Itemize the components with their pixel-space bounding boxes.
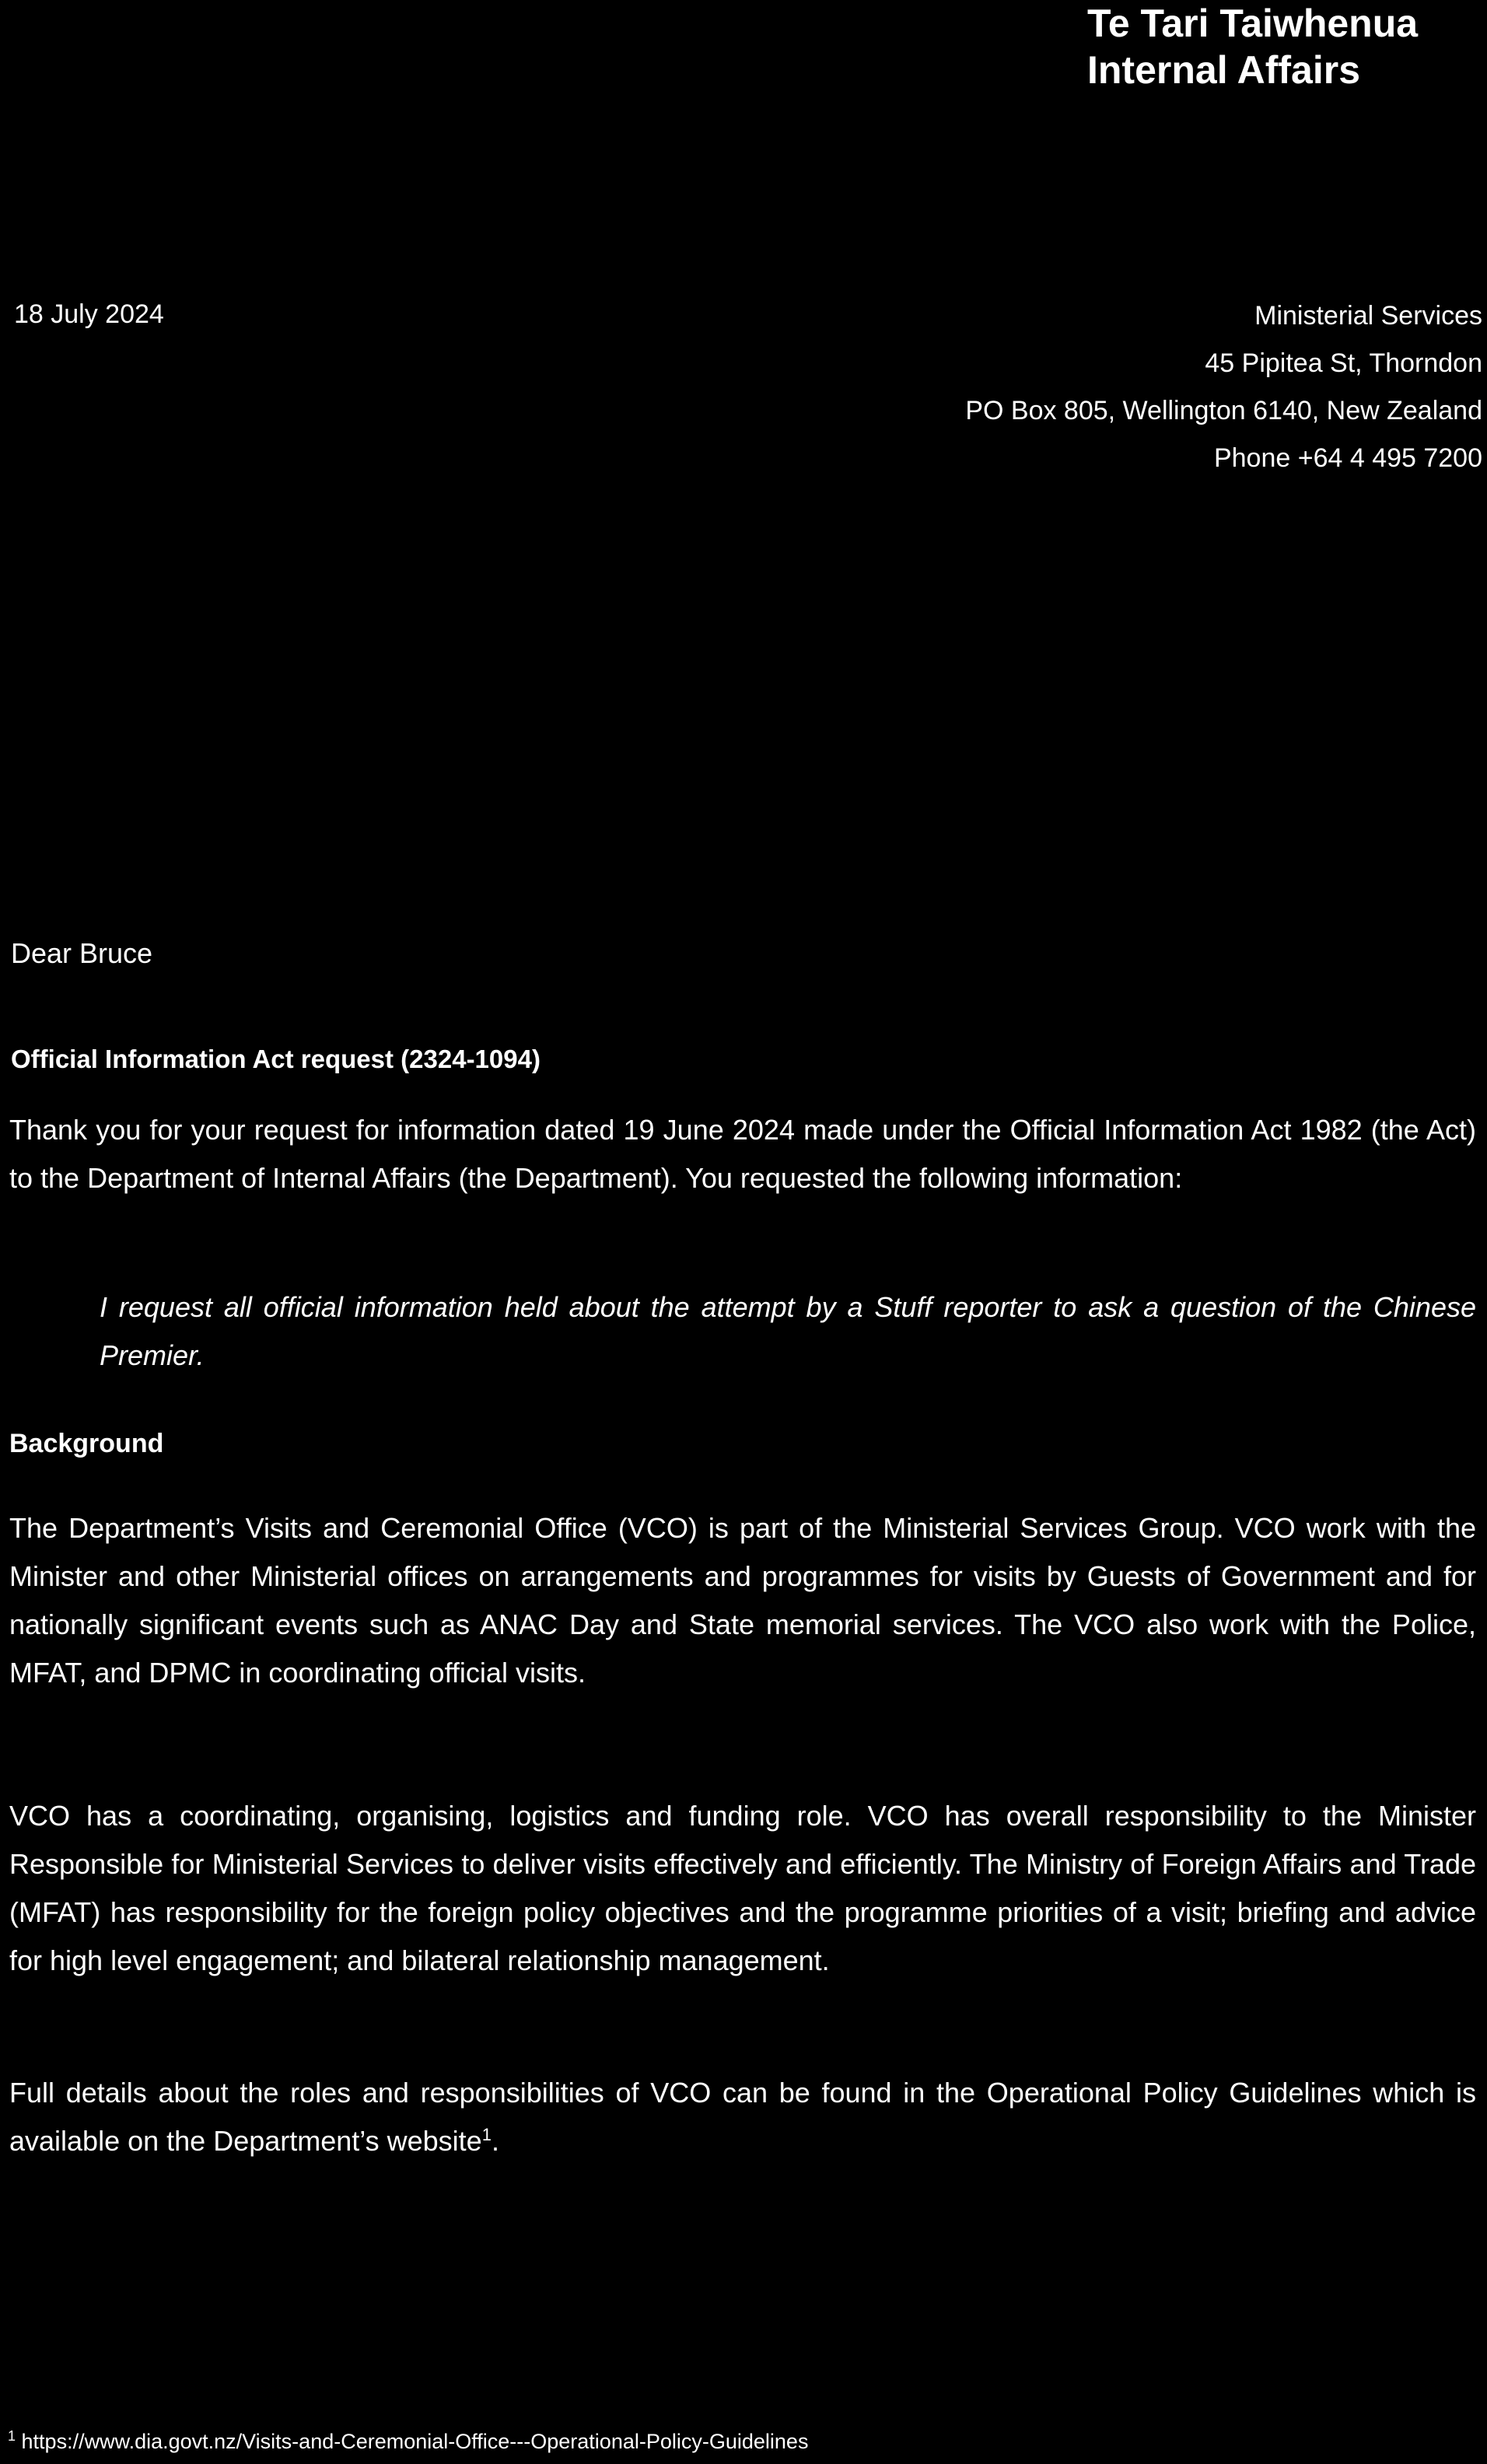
request-quote: I request all official information held about the attempt by a Stuff reporter to ask a question of the Chinese Premier. [100,1291,1476,1371]
address-line-4: Phone +64 4 495 7200 [1213,443,1482,473]
department-logo-text [1087,0,1476,93]
footnote [8,2425,808,2458]
footnote-reference[interactable]: 1 [481,2125,492,2144]
address-line-2: 45 Pipitea St, Thorndon [1205,348,1482,378]
paragraph-end-period: . [491,2125,499,2157]
background-heading: Background [9,1429,164,1458]
sender-address [965,292,1482,482]
background-paragraph-3 [9,2069,1476,2165]
footnote-number: 1 [8,2428,16,2444]
background-paragraph-1: The Department’s Visits and Ceremonial Office (VCO) is part of the Ministerial Services Group. VCO work with the Minister and other Ministerial offices on arrangements and programmes for visits by Guests of Government and for nationally significant events such as ANAC Day and State memorial services. The VCO also work with the Police, MFAT, and DPMC in coordinating official visits. [9,1512,1476,1689]
footnote-url[interactable]: https://www.dia.govt.nz/Visits-and-Ceremonial-Office---Operational-Policy-Guidelines [21,2430,809,2453]
org-name-maori: Te Tari Taiwhenua [1087,2,1419,45]
background-paragraph-2: VCO has a coordinating, organising, logistics and funding role. VCO has overall responsibility to the Minister Responsible for Ministerial Services to deliver visits effectively and efficiently. The Ministry of Foreign Affairs and Trade (MFAT) has responsibility for the foreign policy objectives and the programme priorities of a visit; briefing and advice for high level engagement; and bilateral relationship management. [9,1800,1476,1976]
address-line-1: Ministerial Services [1254,301,1482,331]
background-paragraph-3-text: Full details about the roles and responsibilities of VCO can be found in the Operational Policy Guidelines which is available on the Department’s website [9,2077,1476,2157]
address-line-3: PO Box 805, Wellington 6140, New Zealand [965,396,1482,425]
salutation: Dear Bruce [11,937,153,969]
letter-date: 18 July 2024 [14,299,164,329]
intro-paragraph: Thank you for your request for information dated 19 June 2024 made under the Official Information Act 1982 (the Act) to the Department of Internal Affairs (the Department). You requested the following information: [9,1114,1476,1194]
subject-line: Official Information Act request (2324-1094) [11,1045,541,1073]
org-name-english: Internal Affairs [1087,48,1361,92]
